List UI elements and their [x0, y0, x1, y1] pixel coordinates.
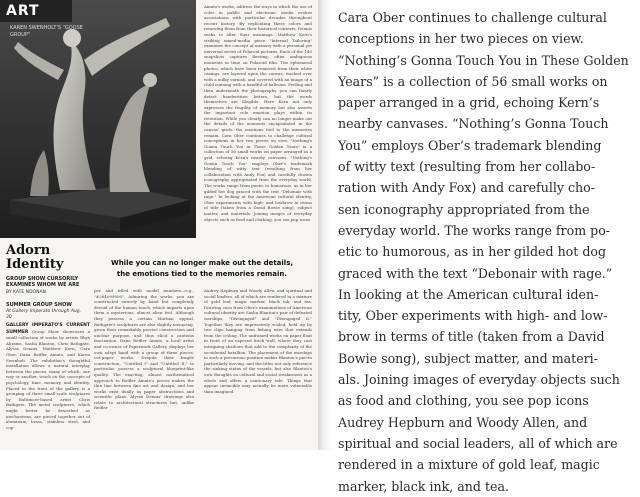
text-line: paper arranged in a grid, echoing Kern’s: [338, 95, 600, 111]
text-line: etic to humorous, as in her gilded hot dog: [338, 244, 607, 260]
text-line: brow in terms of title (taken from a David: [338, 329, 605, 345]
show-title: SUMMER GROUP SHOW: [6, 302, 72, 308]
pull-quote: While you can no longer make out the details, the emotions tied to the memories remain.: [110, 259, 294, 278]
text-line: graced with the text “Debonair with rage.”: [338, 265, 613, 281]
text-line: of witty text (resulting from her collabo-: [338, 159, 596, 175]
text-line: marker, black ink, and tea.: [338, 478, 509, 494]
text-line: You” employs Ober’s trademark blending: [338, 137, 602, 153]
section-label-text: ART: [6, 3, 40, 19]
text-line: Audrey Hepburn and Woody Allen, and: [338, 414, 588, 430]
text-column-3: Amato's works, address the ways in which the use of color in public and electronic media evokes associations with particular decades throughout recent history. By replicating these colors and removing them from their historical contexts, Dennis seeks to alter their meanings. Matthew Kern's striking mixed-media piece "Internal Tailoring" examines the concept of memory with a personal yet universal series of Polaroid pictures. Each of the 140 snapshots captures fleeting, often ambiguous moments in time on Polaroid film. The ephemeral photos, which have been removed from their white casings, are layered upon the canvas, washed over with a milky varnish, and covered with an image of a child running with a handful of balloons. Peeling and then underneath the photographs, you can faintly detect handwritten letters, but the words themselves are illegible. Here Kern not only expresses the fragility of memory but also asserts the important role emotion plays within its retention. While you clearly can no longer make out the details of the moments encapsulated in the canvas' grids, the emotions tied to the memories remain. Cara Ober continues to challenge cultural conceptions in her two pieces on view. "Nothing's Gonna Touch You in These Golden Years" is a collection of 56 small works on paper arranged in a grid, echoing Kern's nearby canvases. "Nothing's Gonna Touch You" employs Ober's trademark blending of witty text (resulting from her collaboration with Andy Fox) and carefully chosen iconography appropriated from the everyday world. The works range from poetic to humorous, as in her gilded hot dog graced with the text "Debonair with rage." In looking at the American cultural identity, Ober experiments with high- and lowbrow in terms of title (taken from a David Bowie song), subject matter, and materials. Joining images of everyday objects such as food and clothing, you see pop icons: [204, 4, 312, 222]
article-title: Adorn Identity: [6, 243, 64, 272]
text-line: Years” is a collection of 56 small works on: [338, 73, 608, 89]
byline: BY KATE NOONAN: [6, 290, 46, 295]
section-label: [0, 0, 72, 22]
text-line: sen iconography appropriated from the: [338, 201, 590, 217]
text-line: “Nothing’s Gonna Touch You in These Golden: [338, 52, 629, 68]
text-line: as food and clothing, you see pop icons: [338, 393, 589, 409]
page-gutter: [318, 0, 332, 450]
zoomed-article-text: [332, 0, 640, 494]
text-column-2: per and titled with model numbers—e.g., "#264099000". Admiring the works, you are constructed entirely by hand but completely devoid of the human touch, which imparts upon them a mysterious, almost alien feel. Although they possess a certain Martian appeal, Bathgate's sculptures are also slightly menacing, given their remarkably precise construction and unclear purpose, and thus elicit a cautious fascination. Dana Reifler Amato, a local artist and co-owner of Paperwork Gallery, displays her own adept hand with a group of three pieces: cut-paper works. Despite their fragile construction, "Untitled I" and "Untitled II," in particular, possess a sculptural blueprint-like quality. The exacting, almost mathematical approach to Reifler Amato's pieces makes the thin line between fine art and design, and her works exist dually as paper abstractions and scientific plans. Alyssa Dennis' drawings also relate to architectural structures but, unlike Reifler: [94, 288, 194, 411]
magazine-page: [0, 0, 318, 450]
text-line: als. Joining images of everyday objects such: [338, 372, 620, 388]
text-line: rendered in a mixture of gold leaf, magic: [338, 457, 600, 473]
text-line: conceptions in her two pieces on view.: [338, 31, 584, 47]
text-line: tity, Ober experiments with high- and low-: [338, 308, 608, 324]
text-column-4: Audrey Hepburn and Woody Allen, and spiritual and social leaders, all of which are rendered in a mixture of gold leaf, magic marker, black ink, and tea. Drawing cues from Ober's examinations of American cultural identity are Sasha Blanton's pair of defeated warships, "Disengaged" and "Disengaged II." Together they are impressively scaled, held up by two clips hanging from fishing wire that extends from the ceiling. The unframed works on paper float in front of an exposed brick wall, where they cast intriguing shadows that add to the complexity of the sociidental batallion. The placement of the warships in such a precarious position makes Blanton's pieces particularly moving, and the titles not only reference the sinking status of the vessels, but also Blanton's own thoughts on cultural and social weaknesses as a whole and offers a cautionary tale. Things that appear invincible may actually be more vulnerable than imagined.: [204, 288, 312, 394]
text-line: In looking at the American cultural iden-: [338, 286, 599, 302]
text-line: Cara Ober continues to challenge cultural: [338, 10, 607, 25]
article-deck: GROUP SHOW CURSORILY EXAMINES WHOM WE ARE: [6, 276, 80, 288]
text-block: [338, 7, 636, 497]
photo-caption: KAREN SWENHOLT'S "GOOSE GROUP": [10, 25, 83, 38]
text-column-1: [6, 322, 90, 448]
column-lead-in: GALLERY IMPERATO'S CURRENT SUMMER: [6, 323, 90, 335]
text-line: everyday world. The works range from po-: [338, 222, 611, 238]
text-line: Bowie song), subject matter, and materi-: [338, 350, 598, 366]
text-line: nearby canvases. “Nothing’s Gonna Touch: [338, 116, 609, 132]
text-line: ration with Andy Fox) and carefully cho-: [338, 180, 595, 196]
text-line: spiritual and social leaders, all of which are: [338, 435, 618, 451]
show-info: At Gallery Imperato through Aug. 30: [6, 309, 82, 320]
column-body: Group Show showcases a small collection of works by artists Rhys Abrams, Sasha Blanton, Chris Bathgate, Alyssa Dennis, Matthew Kern, Cara Ober, Dana Reifler Amato, and Karen Swenholt. The exhibition's thoughtful installation allows a natural interplay between the pieces, many of which, one way or another, touch on the concepts of psychology, time, memory, and identity. Placed in the front of the gallery is a grouping of three small-scale sculptures by Baltimore-based artist Chris Bathgate. The metal sculptures, which might better be described as mechanisms, are pieced together out of aluminum, brass, stainless steel, and cop-: [6, 328, 90, 430]
